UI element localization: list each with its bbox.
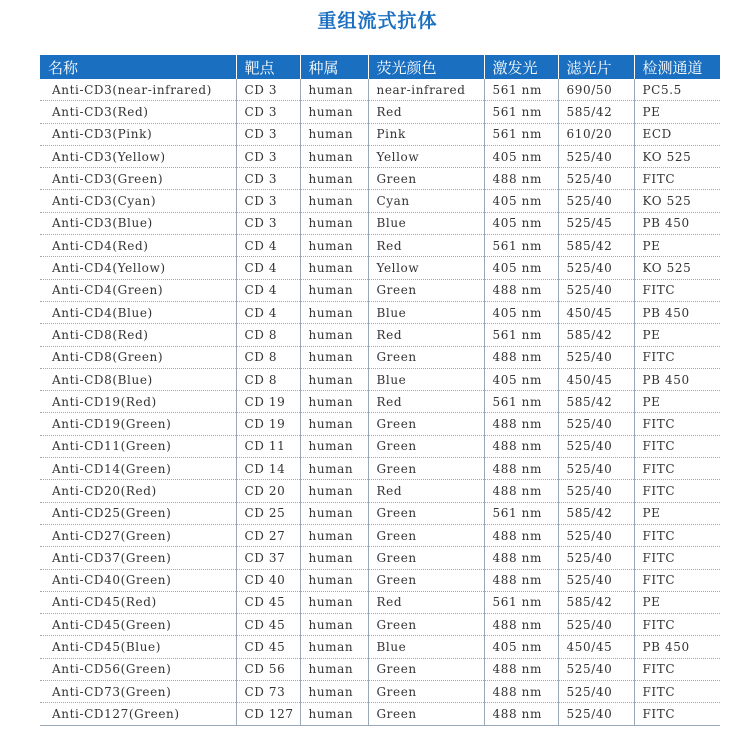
cell-excitation: 405 nm [484, 145, 558, 167]
cell-channel: PB 450 [634, 301, 720, 323]
cell-fluor-color: Green [368, 703, 484, 725]
cell-channel: FITC [634, 703, 720, 725]
table-row [40, 703, 720, 725]
cell-channel: PE [634, 101, 720, 123]
cell-name: Anti-CD4(Green) [40, 279, 236, 301]
cell-channel: FITC [634, 458, 720, 480]
antibody-table [40, 55, 720, 726]
cell-fluor-color: Green [368, 279, 484, 301]
cell-filter: 525/40 [558, 257, 634, 279]
table-row [40, 235, 720, 257]
cell-name: Anti-CD4(Yellow) [40, 257, 236, 279]
cell-fluor-color: Red [368, 480, 484, 502]
cell-channel: KO 525 [634, 145, 720, 167]
cell-filter: 450/45 [558, 636, 634, 658]
cell-excitation: 488 nm [484, 168, 558, 190]
cell-species: human [300, 324, 368, 346]
cell-species: human [300, 524, 368, 546]
cell-filter: 525/40 [558, 190, 634, 212]
cell-name: Anti-CD45(Green) [40, 614, 236, 636]
table-row [40, 636, 720, 658]
cell-target: CD 3 [236, 101, 300, 123]
cell-excitation: 405 nm [484, 212, 558, 234]
cell-filter: 610/20 [558, 123, 634, 145]
cell-channel: PE [634, 235, 720, 257]
cell-name: Anti-CD3(Red) [40, 101, 236, 123]
cell-channel: FITC [634, 279, 720, 301]
cell-channel: FITC [634, 524, 720, 546]
cell-channel: PB 450 [634, 636, 720, 658]
cell-filter: 525/40 [558, 458, 634, 480]
cell-channel: FITC [634, 346, 720, 368]
cell-species: human [300, 547, 368, 569]
cell-target: CD 25 [236, 502, 300, 524]
table-row [40, 524, 720, 546]
cell-name: Anti-CD11(Green) [40, 435, 236, 457]
cell-species: human [300, 101, 368, 123]
cell-name: Anti-CD45(Red) [40, 591, 236, 613]
cell-fluor-color: Blue [368, 636, 484, 658]
cell-target: CD 3 [236, 145, 300, 167]
cell-name: Anti-CD8(Red) [40, 324, 236, 346]
cell-filter: 585/42 [558, 324, 634, 346]
table-row [40, 614, 720, 636]
table-row [40, 368, 720, 390]
cell-excitation: 488 nm [484, 658, 558, 680]
cell-name: Anti-CD20(Red) [40, 480, 236, 502]
cell-excitation: 488 nm [484, 346, 558, 368]
cell-filter: 525/40 [558, 569, 634, 591]
column-header-fluor-color: 荧光颜色 [368, 55, 484, 79]
cell-filter: 585/42 [558, 391, 634, 413]
cell-filter: 525/40 [558, 168, 634, 190]
cell-excitation: 405 nm [484, 301, 558, 323]
cell-species: human [300, 435, 368, 457]
cell-target: CD 8 [236, 368, 300, 390]
cell-fluor-color: near-infrared [368, 79, 484, 101]
table-row [40, 123, 720, 145]
cell-channel: FITC [634, 569, 720, 591]
cell-name: Anti-CD3(Pink) [40, 123, 236, 145]
cell-excitation: 561 nm [484, 235, 558, 257]
cell-species: human [300, 614, 368, 636]
cell-filter: 585/42 [558, 591, 634, 613]
table-row [40, 79, 720, 101]
cell-species: human [300, 279, 368, 301]
table-row [40, 101, 720, 123]
cell-channel: FITC [634, 435, 720, 457]
cell-target: CD 37 [236, 547, 300, 569]
cell-name: Anti-CD25(Green) [40, 502, 236, 524]
cell-name: Anti-CD56(Green) [40, 658, 236, 680]
table-row [40, 658, 720, 680]
cell-species: human [300, 257, 368, 279]
cell-species: human [300, 190, 368, 212]
column-header-target: 靶点 [236, 55, 300, 79]
column-header-excitation: 激发光 [484, 55, 558, 79]
cell-channel: FITC [634, 168, 720, 190]
cell-target: CD 56 [236, 658, 300, 680]
cell-species: human [300, 168, 368, 190]
cell-target: CD 45 [236, 591, 300, 613]
cell-target: CD 45 [236, 614, 300, 636]
cell-excitation: 561 nm [484, 324, 558, 346]
cell-species: human [300, 123, 368, 145]
cell-channel: KO 525 [634, 190, 720, 212]
cell-channel: FITC [634, 480, 720, 502]
cell-species: human [300, 480, 368, 502]
cell-excitation: 561 nm [484, 502, 558, 524]
cell-fluor-color: Yellow [368, 257, 484, 279]
cell-name: Anti-CD3(Yellow) [40, 145, 236, 167]
cell-fluor-color: Green [368, 413, 484, 435]
cell-target: CD 27 [236, 524, 300, 546]
cell-channel: KO 525 [634, 257, 720, 279]
column-header-species: 种属 [300, 55, 368, 79]
cell-fluor-color: Red [368, 235, 484, 257]
cell-species: human [300, 391, 368, 413]
table-row [40, 279, 720, 301]
cell-excitation: 561 nm [484, 391, 558, 413]
cell-excitation: 561 nm [484, 101, 558, 123]
cell-target: CD 4 [236, 301, 300, 323]
cell-excitation: 405 nm [484, 368, 558, 390]
cell-name: Anti-CD14(Green) [40, 458, 236, 480]
cell-species: human [300, 703, 368, 725]
cell-target: CD 4 [236, 235, 300, 257]
cell-excitation: 405 nm [484, 257, 558, 279]
cell-target: CD 14 [236, 458, 300, 480]
cell-fluor-color: Blue [368, 368, 484, 390]
table-row [40, 190, 720, 212]
cell-name: Anti-CD8(Blue) [40, 368, 236, 390]
cell-fluor-color: Green [368, 435, 484, 457]
cell-fluor-color: Cyan [368, 190, 484, 212]
table-row [40, 413, 720, 435]
cell-channel: PC5.5 [634, 79, 720, 101]
cell-fluor-color: Red [368, 591, 484, 613]
cell-channel: PE [634, 391, 720, 413]
cell-filter: 525/40 [558, 547, 634, 569]
cell-name: Anti-CD3(near-infrared) [40, 79, 236, 101]
cell-excitation: 405 nm [484, 636, 558, 658]
cell-target: CD 4 [236, 279, 300, 301]
cell-fluor-color: Pink [368, 123, 484, 145]
column-header-channel: 检测通道 [634, 55, 720, 79]
cell-fluor-color: Green [368, 658, 484, 680]
cell-species: human [300, 658, 368, 680]
cell-channel: FITC [634, 547, 720, 569]
table-row [40, 681, 720, 703]
cell-name: Anti-CD4(Red) [40, 235, 236, 257]
cell-filter: 525/40 [558, 145, 634, 167]
cell-fluor-color: Green [368, 168, 484, 190]
table-row [40, 435, 720, 457]
cell-filter: 585/42 [558, 101, 634, 123]
table-row [40, 301, 720, 323]
cell-filter: 690/50 [558, 79, 634, 101]
cell-species: human [300, 591, 368, 613]
cell-filter: 585/42 [558, 235, 634, 257]
page-title: 重组流式抗体 [317, 10, 438, 32]
cell-species: human [300, 681, 368, 703]
cell-filter: 525/40 [558, 480, 634, 502]
cell-fluor-color: Red [368, 101, 484, 123]
cell-channel: FITC [634, 681, 720, 703]
cell-excitation: 488 nm [484, 413, 558, 435]
cell-filter: 525/40 [558, 703, 634, 725]
column-header-name: 名称 [40, 55, 236, 79]
cell-fluor-color: Blue [368, 301, 484, 323]
table-row [40, 168, 720, 190]
cell-target: CD 73 [236, 681, 300, 703]
cell-excitation: 561 nm [484, 591, 558, 613]
column-header-filter: 滤光片 [558, 55, 634, 79]
cell-target: CD 8 [236, 346, 300, 368]
cell-name: Anti-CD73(Green) [40, 681, 236, 703]
cell-filter: 525/40 [558, 658, 634, 680]
cell-name: Anti-CD4(Blue) [40, 301, 236, 323]
cell-fluor-color: Green [368, 681, 484, 703]
cell-filter: 585/42 [558, 502, 634, 524]
cell-species: human [300, 212, 368, 234]
cell-excitation: 561 nm [484, 123, 558, 145]
cell-excitation: 561 nm [484, 79, 558, 101]
table-row [40, 257, 720, 279]
cell-name: Anti-CD3(Blue) [40, 212, 236, 234]
table-row [40, 212, 720, 234]
cell-target: CD 45 [236, 636, 300, 658]
cell-filter: 525/40 [558, 435, 634, 457]
cell-fluor-color: Green [368, 547, 484, 569]
table-row [40, 324, 720, 346]
cell-channel: PE [634, 324, 720, 346]
table-row [40, 458, 720, 480]
cell-channel: ECD [634, 123, 720, 145]
cell-species: human [300, 569, 368, 591]
cell-target: CD 19 [236, 391, 300, 413]
cell-name: Anti-CD40(Green) [40, 569, 236, 591]
cell-target: CD 19 [236, 413, 300, 435]
cell-target: CD 40 [236, 569, 300, 591]
cell-species: human [300, 502, 368, 524]
cell-excitation: 488 nm [484, 614, 558, 636]
cell-channel: PB 450 [634, 212, 720, 234]
cell-excitation: 488 nm [484, 681, 558, 703]
cell-species: human [300, 346, 368, 368]
table-row [40, 502, 720, 524]
cell-target: CD 8 [236, 324, 300, 346]
cell-name: Anti-CD27(Green) [40, 524, 236, 546]
cell-fluor-color: Green [368, 614, 484, 636]
cell-target: CD 3 [236, 123, 300, 145]
table-row [40, 480, 720, 502]
cell-filter: 525/40 [558, 681, 634, 703]
cell-name: Anti-CD3(Green) [40, 168, 236, 190]
cell-species: human [300, 458, 368, 480]
cell-excitation: 488 nm [484, 547, 558, 569]
cell-target: CD 3 [236, 212, 300, 234]
table-row [40, 547, 720, 569]
cell-fluor-color: Green [368, 524, 484, 546]
cell-name: Anti-CD127(Green) [40, 703, 236, 725]
cell-excitation: 488 nm [484, 435, 558, 457]
cell-name: Anti-CD19(Red) [40, 391, 236, 413]
cell-target: CD 20 [236, 480, 300, 502]
cell-species: human [300, 413, 368, 435]
cell-excitation: 488 nm [484, 279, 558, 301]
cell-name: Anti-CD8(Green) [40, 346, 236, 368]
cell-excitation: 488 nm [484, 458, 558, 480]
cell-channel: FITC [634, 658, 720, 680]
cell-excitation: 405 nm [484, 190, 558, 212]
cell-channel: FITC [634, 614, 720, 636]
cell-channel: PE [634, 502, 720, 524]
table-row [40, 591, 720, 613]
cell-fluor-color: Blue [368, 212, 484, 234]
cell-excitation: 488 nm [484, 480, 558, 502]
cell-target: CD 11 [236, 435, 300, 457]
cell-name: Anti-CD19(Green) [40, 413, 236, 435]
cell-target: CD 4 [236, 257, 300, 279]
cell-excitation: 488 nm [484, 703, 558, 725]
table-row [40, 145, 720, 167]
cell-target: CD 3 [236, 79, 300, 101]
cell-filter: 525/40 [558, 413, 634, 435]
table-row [40, 391, 720, 413]
cell-excitation: 488 nm [484, 569, 558, 591]
table-row [40, 569, 720, 591]
cell-excitation: 488 nm [484, 524, 558, 546]
cell-fluor-color: Red [368, 391, 484, 413]
cell-target: CD 127 [236, 703, 300, 725]
cell-species: human [300, 368, 368, 390]
cell-species: human [300, 636, 368, 658]
cell-filter: 525/45 [558, 212, 634, 234]
cell-target: CD 3 [236, 190, 300, 212]
header-row [40, 55, 720, 79]
table-row [40, 346, 720, 368]
cell-name: Anti-CD37(Green) [40, 547, 236, 569]
cell-name: Anti-CD3(Cyan) [40, 190, 236, 212]
cell-filter: 525/40 [558, 279, 634, 301]
table-body [40, 79, 720, 725]
cell-target: CD 3 [236, 168, 300, 190]
cell-filter: 450/45 [558, 301, 634, 323]
cell-channel: FITC [634, 413, 720, 435]
cell-fluor-color: Red [368, 324, 484, 346]
cell-fluor-color: Green [368, 458, 484, 480]
cell-fluor-color: Yellow [368, 145, 484, 167]
cell-species: human [300, 79, 368, 101]
cell-fluor-color: Green [368, 569, 484, 591]
cell-filter: 525/40 [558, 346, 634, 368]
cell-name: Anti-CD45(Blue) [40, 636, 236, 658]
cell-channel: PB 450 [634, 368, 720, 390]
cell-species: human [300, 145, 368, 167]
cell-fluor-color: Green [368, 502, 484, 524]
cell-fluor-color: Green [368, 346, 484, 368]
cell-species: human [300, 235, 368, 257]
cell-filter: 525/40 [558, 614, 634, 636]
cell-species: human [300, 301, 368, 323]
cell-filter: 525/40 [558, 524, 634, 546]
cell-channel: PE [634, 591, 720, 613]
cell-filter: 450/45 [558, 368, 634, 390]
